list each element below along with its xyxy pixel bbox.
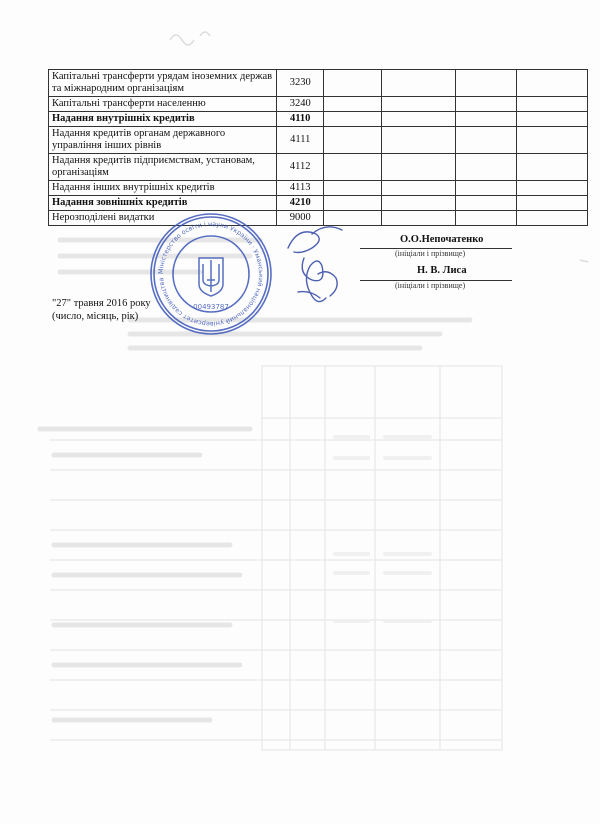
empty-cell <box>517 70 588 97</box>
row-code: 4110 <box>277 112 324 127</box>
row-code: 4210 <box>277 196 324 211</box>
empty-cell <box>324 196 382 211</box>
date-block <box>52 297 151 323</box>
empty-cell <box>456 154 517 181</box>
handwritten-signature <box>268 218 358 314</box>
empty-cell <box>324 154 382 181</box>
empty-cell <box>517 154 588 181</box>
empty-cell <box>382 127 456 154</box>
table-row <box>49 154 588 181</box>
row-code: 4113 <box>277 181 324 196</box>
empty-cell <box>456 127 517 154</box>
empty-cell <box>517 181 588 196</box>
table-body <box>49 70 588 226</box>
empty-cell <box>324 70 382 97</box>
empty-cell <box>324 112 382 127</box>
table-row <box>49 97 588 112</box>
empty-cell <box>382 112 456 127</box>
table-row <box>49 127 588 154</box>
empty-cell <box>517 127 588 154</box>
row-name: Надання внутрішніх кредитів <box>49 112 277 127</box>
empty-cell <box>517 196 588 211</box>
empty-cell <box>517 97 588 112</box>
empty-cell <box>517 211 588 226</box>
stamp-ring-text: Міністерство освіти і науки України · Уманський національний університет садівництва <box>156 219 266 329</box>
empty-cell <box>517 112 588 127</box>
table-row <box>49 196 588 211</box>
signatory-hint-1: (ініціали і прізвище) <box>395 249 466 258</box>
empty-cell <box>456 196 517 211</box>
signatory-hint-2: (ініціали і прізвище) <box>395 281 466 290</box>
trident-emblem <box>199 258 223 296</box>
empty-cell <box>382 181 456 196</box>
stamp-number: 00493787 <box>193 303 229 311</box>
row-name: Надання кредитів підприємствам, установам, організаціям <box>49 154 277 181</box>
empty-cell <box>382 97 456 112</box>
signatory-name-1: О.О.Непочатенко <box>400 234 484 245</box>
expenditure-classification-table <box>48 69 588 226</box>
row-code: 3240 <box>277 97 324 112</box>
row-name: Надання кредитів органам державного управління інших рівнів <box>49 127 277 154</box>
row-code: 3230 <box>277 70 324 97</box>
university-stamp <box>147 210 275 338</box>
empty-cell <box>324 127 382 154</box>
row-name: Надання зовнішніх кредитів <box>49 196 277 211</box>
empty-cell <box>382 196 456 211</box>
table-row <box>49 112 588 127</box>
document-date: "27" травня 2016 року <box>52 298 151 309</box>
empty-cell <box>382 70 456 97</box>
empty-cell <box>456 97 517 112</box>
empty-cell <box>456 112 517 127</box>
table-row <box>49 70 588 97</box>
empty-cell <box>456 181 517 196</box>
row-code: 9000 <box>277 211 324 226</box>
empty-cell <box>456 70 517 97</box>
empty-cell <box>456 211 517 226</box>
empty-cell <box>382 211 456 226</box>
row-name: Капітальні трансферти урядам іноземних держав та міжнародним організаціям <box>49 70 277 97</box>
row-name: Надання інших внутрішніх кредитів <box>49 181 277 196</box>
table-row <box>49 181 588 196</box>
empty-cell <box>382 154 456 181</box>
date-hint: (число, місяць, рік) <box>52 311 139 322</box>
empty-cell <box>324 97 382 112</box>
row-name: Капітальні трансферти населенню <box>49 97 277 112</box>
row-code: 4111 <box>277 127 324 154</box>
empty-cell <box>324 181 382 196</box>
signatory-name-2: Н. В. Лиса <box>417 265 467 276</box>
row-name: Нерозподілені видатки <box>49 211 277 226</box>
row-code: 4112 <box>277 154 324 181</box>
